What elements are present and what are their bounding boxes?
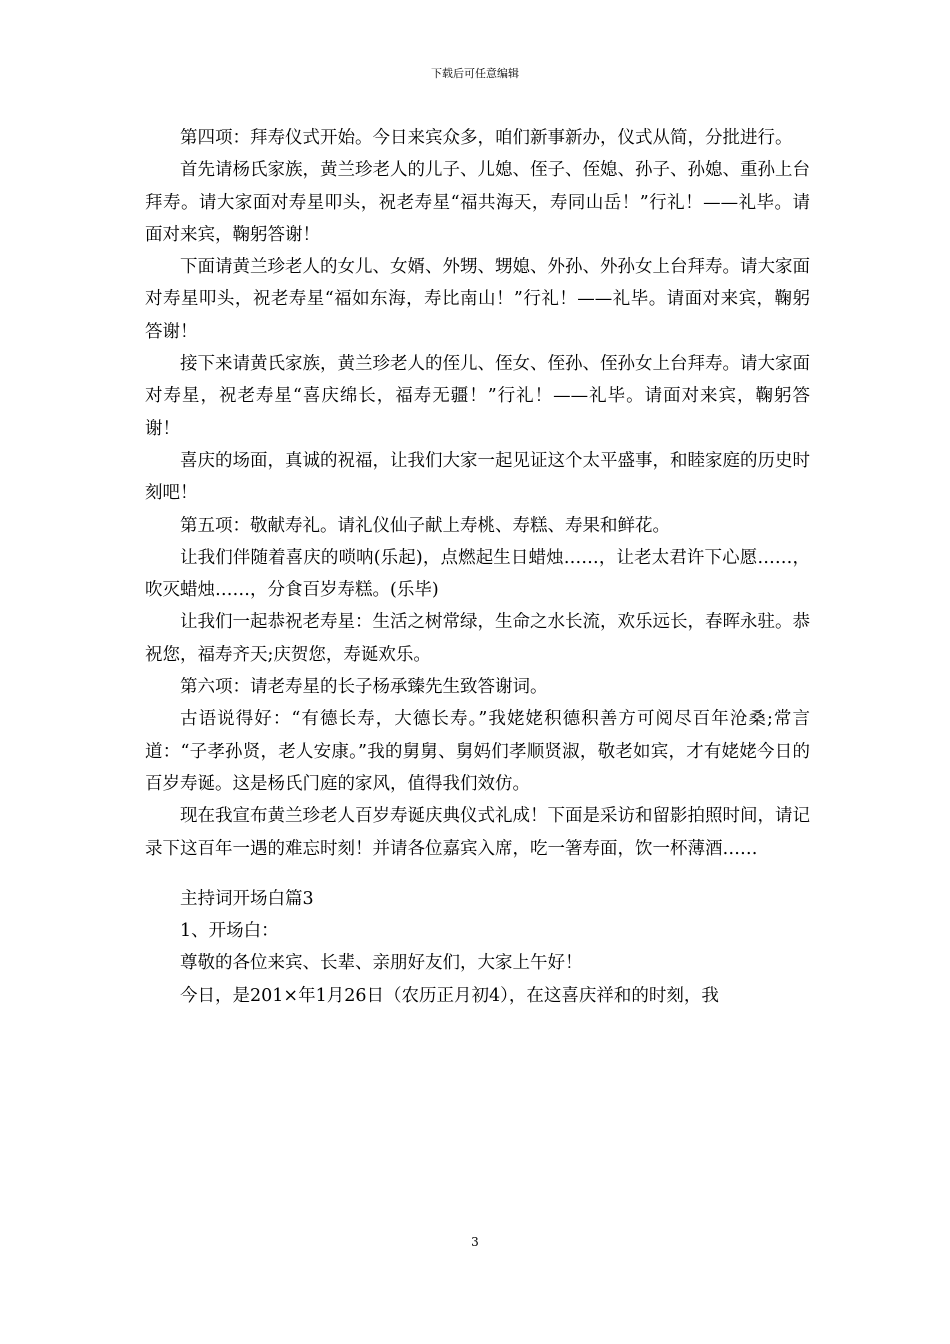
paragraph: 接下来请黄氏家族，黄兰珍老人的侄儿、侄女、侄孙、侄孙女上台拜寿。请大家面对寿星，祝老寿星“喜庆绵长，福寿无疆！”行礼！——礼毕。请面对来宾，鞠躬答谢！ [145, 354, 810, 439]
page-header: 下载后可任意编辑 [431, 67, 519, 80]
paragraph: 第六项：请老寿星的长子杨承臻先生致答谢词。 [180, 677, 548, 698]
paragraph: 现在我宣布黄兰珍老人百岁寿诞庆典仪式礼成！下面是采访和留影拍照时间，请记录下这百年一遇的难忘时刻！并请各位嘉宾入席，吃一箸寿面，饮一杯薄酒…… [145, 806, 810, 859]
paragraph: 让我们伴随着喜庆的唢呐(乐起)，点燃起生日蜡烛……，让老太君许下心愿……，吹灭蜡烛……，分食百岁寿糕。(乐毕) [145, 547, 810, 601]
section-title: 主持词开场白篇3 [180, 888, 314, 909]
paragraph: 下面请黄兰珍老人的女儿、女婿、外甥、甥媳、外孙、外孙女上台拜寿。请大家面对寿星叩头，祝老寿星“福如东海，寿比南山！”行礼！——礼毕。请面对来宾，鞠躬答谢！ [145, 257, 810, 342]
paragraph: 首先请杨氏家族，黄兰珍老人的儿子、儿媳、侄子、侄媳、孙子、孙媳、重孙上台拜寿。请大家面对寿星叩头，祝老寿星“福共海天，寿同山岳！”行礼！——礼毕。请面对来宾，鞠躬答谢！ [145, 160, 810, 245]
paragraph: 尊敬的各位来宾、长辈、亲朋好友们，大家上午好！ [180, 953, 583, 974]
paragraph: 让我们一起恭祝老寿星：生活之树常绿，生命之水长流，欢乐远长，春晖永驻。恭祝您，福寿齐天;庆贺您，寿诞欢乐。 [145, 612, 810, 665]
paragraph: 第四项：拜寿仪式开始。今日来宾众多，咱们新事新办，仪式从简，分批进行。 [180, 128, 793, 148]
paragraph: 1、开场白： [180, 921, 279, 942]
page-number: 3 [471, 1235, 479, 1249]
document-body [145, 122, 810, 1012]
paragraph: 第五项：敬献寿礼。请礼仪仙子献上寿桃、寿糕、寿果和鲜花。 [180, 515, 670, 536]
paragraph: 喜庆的场面，真诚的祝福，让我们大家一起见证这个太平盛事，和睦家庭的历史时刻吧！ [145, 450, 810, 504]
paragraph: 古语说得好：“有德长寿，大德长寿。”我姥姥积德积善方可阅尽百年沧桑;常言道：“子孝孙贤，老人安康。”我的舅舅、舅妈们孝顺贤淑，敬老如宾，才有姥姥今日的百岁寿诞。这是杨氏门庭的家风，值得我们效仿。 [145, 709, 810, 794]
paragraph: 今日，是201×年1月26日（农历正月初4），在这喜庆祥和的时刻，我 [180, 985, 719, 1006]
